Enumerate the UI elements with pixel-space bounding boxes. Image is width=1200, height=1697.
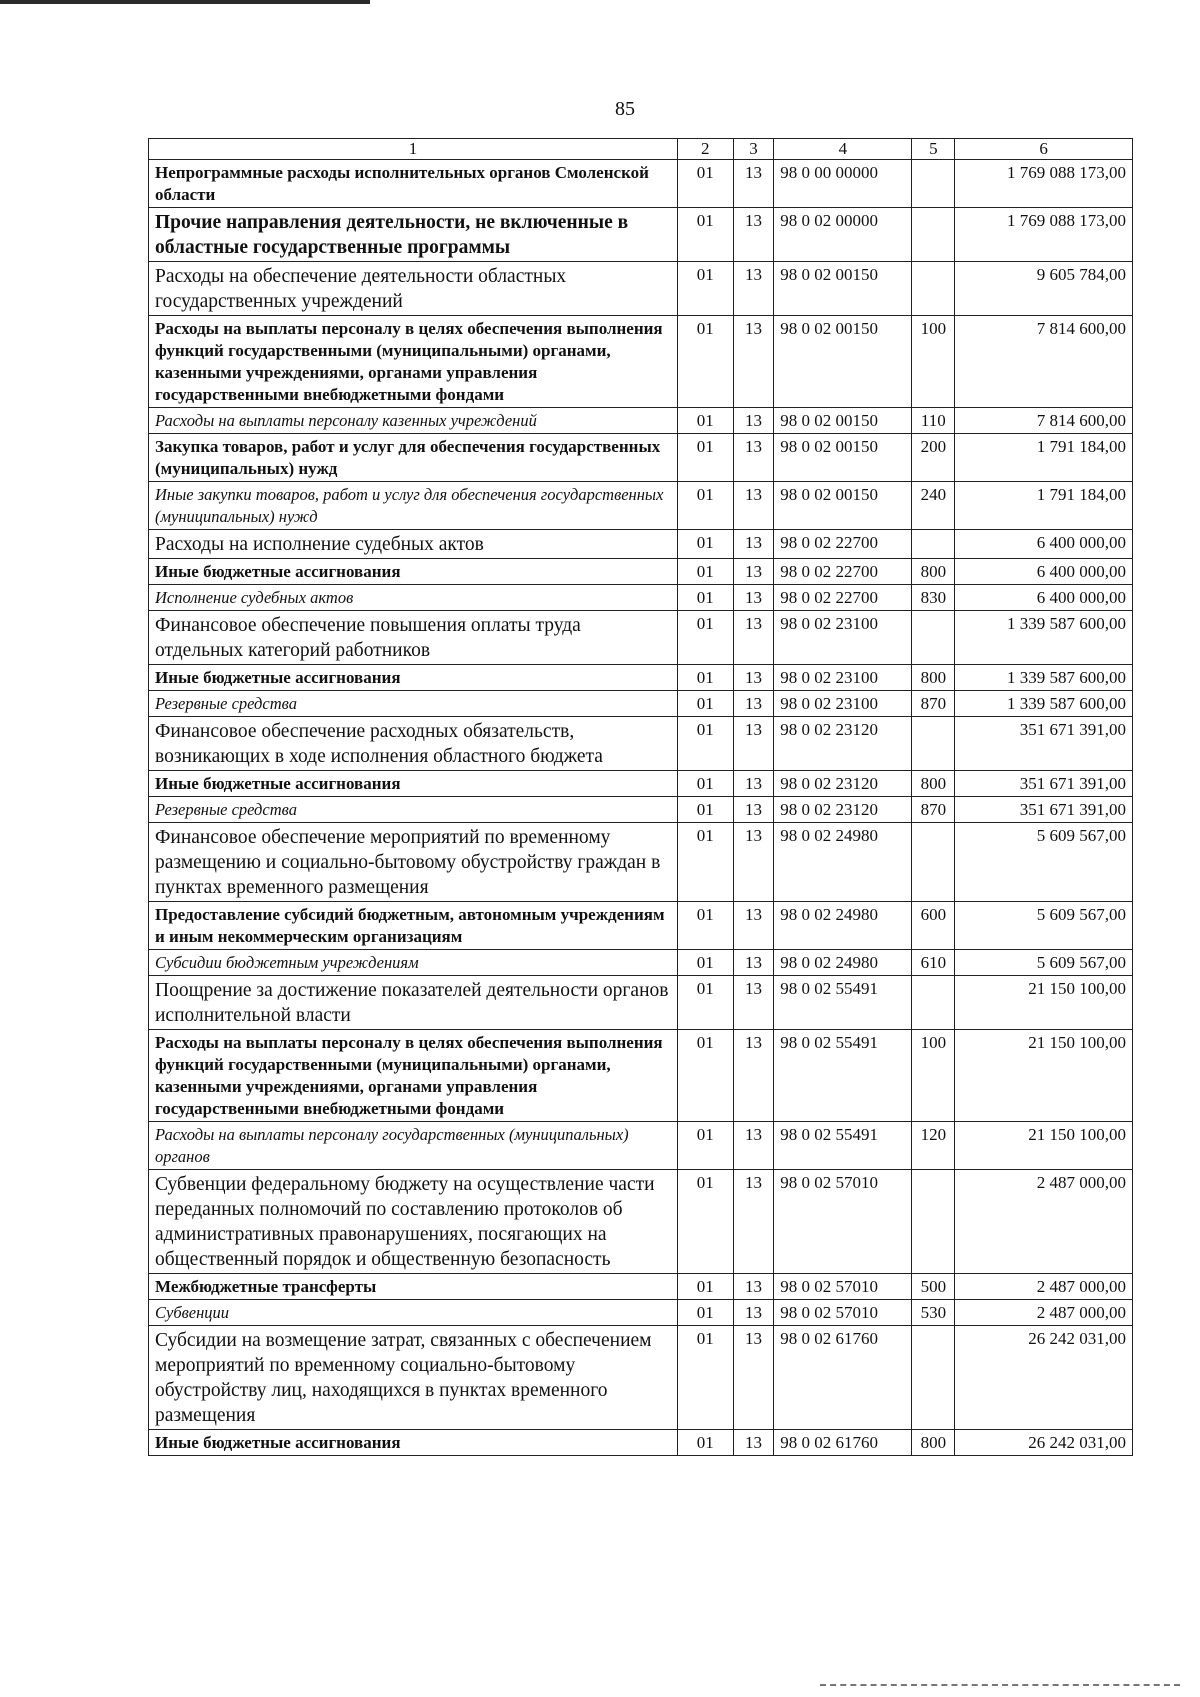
subsection-code-cell: 13: [733, 976, 774, 1030]
section-code-cell: 01: [677, 823, 733, 902]
row-name-cell: Иные бюджетные ассигнования: [149, 665, 678, 691]
subsection-code-cell: 13: [733, 1122, 774, 1170]
amount-cell: 1 791 184,00: [955, 434, 1133, 482]
target-item-cell: 98 0 00 00000: [774, 160, 912, 208]
target-item-cell: 98 0 02 00000: [774, 208, 912, 262]
expense-type-cell: 530: [912, 1300, 955, 1326]
amount-cell: 1 791 184,00: [955, 482, 1133, 530]
section-code-cell: 01: [677, 691, 733, 717]
subsection-code-cell: 13: [733, 1170, 774, 1274]
expense-type-cell: 830: [912, 585, 955, 611]
expense-type-cell: 600: [912, 902, 955, 950]
row-name-cell: Межбюджетные трансферты: [149, 1274, 678, 1300]
expense-type-cell: 800: [912, 1430, 955, 1456]
table-row: [149, 530, 1133, 559]
amount-cell: 26 242 031,00: [955, 1326, 1133, 1430]
subsection-code-cell: 13: [733, 482, 774, 530]
amount-cell: 1 339 587 600,00: [955, 665, 1133, 691]
table-row: [149, 665, 1133, 691]
expense-type-cell: 100: [912, 316, 955, 408]
section-code-cell: 01: [677, 1300, 733, 1326]
amount-cell: 21 150 100,00: [955, 1122, 1133, 1170]
row-name-cell: Субсидии на возмещение затрат, связанных с обеспечением мероприятий по временному социально-бытовому обустройству лиц, находящихся в пунктах временного размещения: [149, 1326, 678, 1430]
table-row: [149, 1300, 1133, 1326]
amount-cell: 1 769 088 173,00: [955, 208, 1133, 262]
table-row: [149, 262, 1133, 316]
section-code-cell: 01: [677, 665, 733, 691]
amount-cell: 5 609 567,00: [955, 902, 1133, 950]
subsection-code-cell: 13: [733, 665, 774, 691]
row-name-cell: Расходы на исполнение судебных актов: [149, 530, 678, 559]
section-code-cell: 01: [677, 1430, 733, 1456]
subsection-code-cell: 13: [733, 585, 774, 611]
budget-table: [148, 138, 1133, 1456]
target-item-cell: 98 0 02 22700: [774, 585, 912, 611]
subsection-code-cell: 13: [733, 950, 774, 976]
table-row: [149, 316, 1133, 408]
table-row: [149, 482, 1133, 530]
row-name-cell: Иные бюджетные ассигнования: [149, 559, 678, 585]
target-item-cell: 98 0 02 22700: [774, 530, 912, 559]
target-item-cell: 98 0 02 55491: [774, 1030, 912, 1122]
page-number: 85: [615, 98, 635, 120]
table-row: [149, 208, 1133, 262]
subsection-code-cell: 13: [733, 797, 774, 823]
amount-cell: 6 400 000,00: [955, 559, 1133, 585]
section-code-cell: 01: [677, 771, 733, 797]
subsection-code-cell: 13: [733, 717, 774, 771]
section-code-cell: 01: [677, 585, 733, 611]
target-item-cell: 98 0 02 55491: [774, 1122, 912, 1170]
expense-type-cell: 100: [912, 1030, 955, 1122]
section-code-cell: 01: [677, 434, 733, 482]
target-item-cell: 98 0 02 00150: [774, 434, 912, 482]
expense-type-cell: 610: [912, 950, 955, 976]
row-name-cell: Иные бюджетные ассигнования: [149, 1430, 678, 1456]
table-row: [149, 559, 1133, 585]
table-row: [149, 717, 1133, 771]
target-item-cell: 98 0 02 23100: [774, 665, 912, 691]
amount-cell: 351 671 391,00: [955, 771, 1133, 797]
expense-type-cell: [912, 160, 955, 208]
subsection-code-cell: 13: [733, 1274, 774, 1300]
expense-type-cell: 800: [912, 559, 955, 585]
table-row: [149, 1030, 1133, 1122]
expense-type-cell: 110: [912, 408, 955, 434]
row-name-cell: Расходы на выплаты персоналу в целях обеспечения выполнения функций государственными (муниципальными) органами, казенными учреждениями, органами управления государственными внебюджетными фондами: [149, 316, 678, 408]
subsection-code-cell: 13: [733, 434, 774, 482]
amount-cell: 5 609 567,00: [955, 950, 1133, 976]
row-name-cell: Финансовое обеспечение повышения оплаты труда отдельных категорий работников: [149, 611, 678, 665]
table-header-row: [149, 139, 1133, 160]
target-item-cell: 98 0 02 57010: [774, 1300, 912, 1326]
section-code-cell: 01: [677, 316, 733, 408]
expense-type-cell: [912, 1170, 955, 1274]
row-name-cell: Субсидии бюджетным учреждениям: [149, 950, 678, 976]
row-name-cell: Субвенции федеральному бюджету на осуществление части переданных полномочий по составлению протоколов об административных правонарушениях, посягающих на общественный порядок и общественную безопасность: [149, 1170, 678, 1274]
table-row: [149, 691, 1133, 717]
target-item-cell: 98 0 02 61760: [774, 1430, 912, 1456]
table-row: [149, 611, 1133, 665]
expense-type-cell: 870: [912, 797, 955, 823]
subsection-code-cell: 13: [733, 1430, 774, 1456]
table-row: [149, 160, 1133, 208]
row-name-cell: Финансовое обеспечение мероприятий по временному размещению и социально-бытовому обустройству граждан в пунктах временного размещения: [149, 823, 678, 902]
expense-type-cell: [912, 611, 955, 665]
subsection-code-cell: 13: [733, 611, 774, 665]
header-cell: 4: [774, 139, 912, 160]
target-item-cell: 98 0 02 55491: [774, 976, 912, 1030]
row-name-cell: Резервные средства: [149, 797, 678, 823]
table-row: [149, 585, 1133, 611]
section-code-cell: 01: [677, 1170, 733, 1274]
amount-cell: 7 814 600,00: [955, 408, 1133, 434]
header-cell: 2: [677, 139, 733, 160]
subsection-code-cell: 13: [733, 691, 774, 717]
subsection-code-cell: 13: [733, 1030, 774, 1122]
table-row: [149, 797, 1133, 823]
row-name-cell: Расходы на выплаты персоналу казенных учреждений: [149, 408, 678, 434]
section-code-cell: 01: [677, 262, 733, 316]
target-item-cell: 98 0 02 23120: [774, 771, 912, 797]
subsection-code-cell: 13: [733, 1300, 774, 1326]
row-name-cell: Непрограммные расходы исполнительных органов Смоленской области: [149, 160, 678, 208]
target-item-cell: 98 0 02 23120: [774, 797, 912, 823]
expense-type-cell: [912, 717, 955, 771]
row-name-cell: Резервные средства: [149, 691, 678, 717]
scan-edge-line: [0, 0, 370, 4]
expense-type-cell: [912, 208, 955, 262]
row-name-cell: Иные закупки товаров, работ и услуг для обеспечения государственных (муниципальных) нужд: [149, 482, 678, 530]
amount-cell: 1 339 587 600,00: [955, 611, 1133, 665]
table-row: [149, 823, 1133, 902]
expense-type-cell: 240: [912, 482, 955, 530]
amount-cell: 2 487 000,00: [955, 1170, 1133, 1274]
target-item-cell: 98 0 02 00150: [774, 316, 912, 408]
amount-cell: 21 150 100,00: [955, 1030, 1133, 1122]
table-row: [149, 1274, 1133, 1300]
row-name-cell: Предоставление субсидий бюджетным, автономным учреждениям и иным некоммерческим организациям: [149, 902, 678, 950]
row-name-cell: Финансовое обеспечение расходных обязательств, возникающих в ходе исполнения областного бюджета: [149, 717, 678, 771]
target-item-cell: 98 0 02 57010: [774, 1274, 912, 1300]
amount-cell: 351 671 391,00: [955, 717, 1133, 771]
table-row: [149, 1326, 1133, 1430]
target-item-cell: 98 0 02 24980: [774, 823, 912, 902]
expense-type-cell: 800: [912, 665, 955, 691]
subsection-code-cell: 13: [733, 316, 774, 408]
expense-type-cell: 200: [912, 434, 955, 482]
table-row: [149, 1430, 1133, 1456]
table-row: [149, 950, 1133, 976]
table-row: [149, 1170, 1133, 1274]
row-name-cell: Иные бюджетные ассигнования: [149, 771, 678, 797]
amount-cell: 5 609 567,00: [955, 823, 1133, 902]
amount-cell: 9 605 784,00: [955, 262, 1133, 316]
target-item-cell: 98 0 02 00150: [774, 262, 912, 316]
section-code-cell: 01: [677, 611, 733, 665]
amount-cell: 7 814 600,00: [955, 316, 1133, 408]
amount-cell: 21 150 100,00: [955, 976, 1133, 1030]
expense-type-cell: [912, 823, 955, 902]
amount-cell: 1 339 587 600,00: [955, 691, 1133, 717]
section-code-cell: 01: [677, 797, 733, 823]
amount-cell: 6 400 000,00: [955, 585, 1133, 611]
amount-cell: 2 487 000,00: [955, 1274, 1133, 1300]
scan-edge-line: [820, 1684, 1180, 1686]
amount-cell: 6 400 000,00: [955, 530, 1133, 559]
subsection-code-cell: 13: [733, 771, 774, 797]
subsection-code-cell: 13: [733, 408, 774, 434]
subsection-code-cell: 13: [733, 530, 774, 559]
target-item-cell: 98 0 02 22700: [774, 559, 912, 585]
section-code-cell: 01: [677, 1326, 733, 1430]
target-item-cell: 98 0 02 23100: [774, 611, 912, 665]
section-code-cell: 01: [677, 902, 733, 950]
row-name-cell: Расходы на выплаты персоналу в целях обеспечения выполнения функций государственными (муниципальными) органами, казенными учреждениями, органами управления государственными внебюджетными фондами: [149, 1030, 678, 1122]
table-row: [149, 434, 1133, 482]
section-code-cell: 01: [677, 530, 733, 559]
table-row: [149, 771, 1133, 797]
row-name-cell: Исполнение судебных актов: [149, 585, 678, 611]
header-cell: 6: [955, 139, 1133, 160]
target-item-cell: 98 0 02 23120: [774, 717, 912, 771]
target-item-cell: 98 0 02 24980: [774, 950, 912, 976]
section-code-cell: 01: [677, 160, 733, 208]
target-item-cell: 98 0 02 24980: [774, 902, 912, 950]
header-cell: 1: [149, 139, 678, 160]
subsection-code-cell: 13: [733, 902, 774, 950]
row-name-cell: Закупка товаров, работ и услуг для обеспечения государственных (муниципальных) нужд: [149, 434, 678, 482]
table-row: [149, 1122, 1133, 1170]
section-code-cell: 01: [677, 976, 733, 1030]
target-item-cell: 98 0 02 57010: [774, 1170, 912, 1274]
expense-type-cell: [912, 1326, 955, 1430]
subsection-code-cell: 13: [733, 160, 774, 208]
subsection-code-cell: 13: [733, 1326, 774, 1430]
section-code-cell: 01: [677, 950, 733, 976]
row-name-cell: Субвенции: [149, 1300, 678, 1326]
row-name-cell: Расходы на выплаты персоналу государственных (муниципальных) органов: [149, 1122, 678, 1170]
subsection-code-cell: 13: [733, 559, 774, 585]
amount-cell: 2 487 000,00: [955, 1300, 1133, 1326]
expense-type-cell: [912, 530, 955, 559]
target-item-cell: 98 0 02 00150: [774, 482, 912, 530]
section-code-cell: 01: [677, 208, 733, 262]
section-code-cell: 01: [677, 408, 733, 434]
expense-type-cell: 870: [912, 691, 955, 717]
header-cell: 3: [733, 139, 774, 160]
amount-cell: 26 242 031,00: [955, 1430, 1133, 1456]
table-row: [149, 408, 1133, 434]
subsection-code-cell: 13: [733, 208, 774, 262]
amount-cell: 351 671 391,00: [955, 797, 1133, 823]
table-row: [149, 902, 1133, 950]
row-name-cell: Прочие направления деятельности, не включенные в областные государственные программы: [149, 208, 678, 262]
table-row: [149, 976, 1133, 1030]
expense-type-cell: [912, 262, 955, 316]
target-item-cell: 98 0 02 61760: [774, 1326, 912, 1430]
amount-cell: 1 769 088 173,00: [955, 160, 1133, 208]
target-item-cell: 98 0 02 00150: [774, 408, 912, 434]
section-code-cell: 01: [677, 559, 733, 585]
subsection-code-cell: 13: [733, 823, 774, 902]
row-name-cell: Расходы на обеспечение деятельности областных государственных учреждений: [149, 262, 678, 316]
expense-type-cell: 120: [912, 1122, 955, 1170]
row-name-cell: Поощрение за достижение показателей деятельности органов исполнительной власти: [149, 976, 678, 1030]
expense-type-cell: 500: [912, 1274, 955, 1300]
section-code-cell: 01: [677, 482, 733, 530]
section-code-cell: 01: [677, 1274, 733, 1300]
expense-type-cell: 800: [912, 771, 955, 797]
header-cell: 5: [912, 139, 955, 160]
section-code-cell: 01: [677, 1030, 733, 1122]
section-code-cell: 01: [677, 717, 733, 771]
target-item-cell: 98 0 02 23100: [774, 691, 912, 717]
subsection-code-cell: 13: [733, 262, 774, 316]
table-body: [149, 160, 1133, 1456]
expense-type-cell: [912, 976, 955, 1030]
section-code-cell: 01: [677, 1122, 733, 1170]
